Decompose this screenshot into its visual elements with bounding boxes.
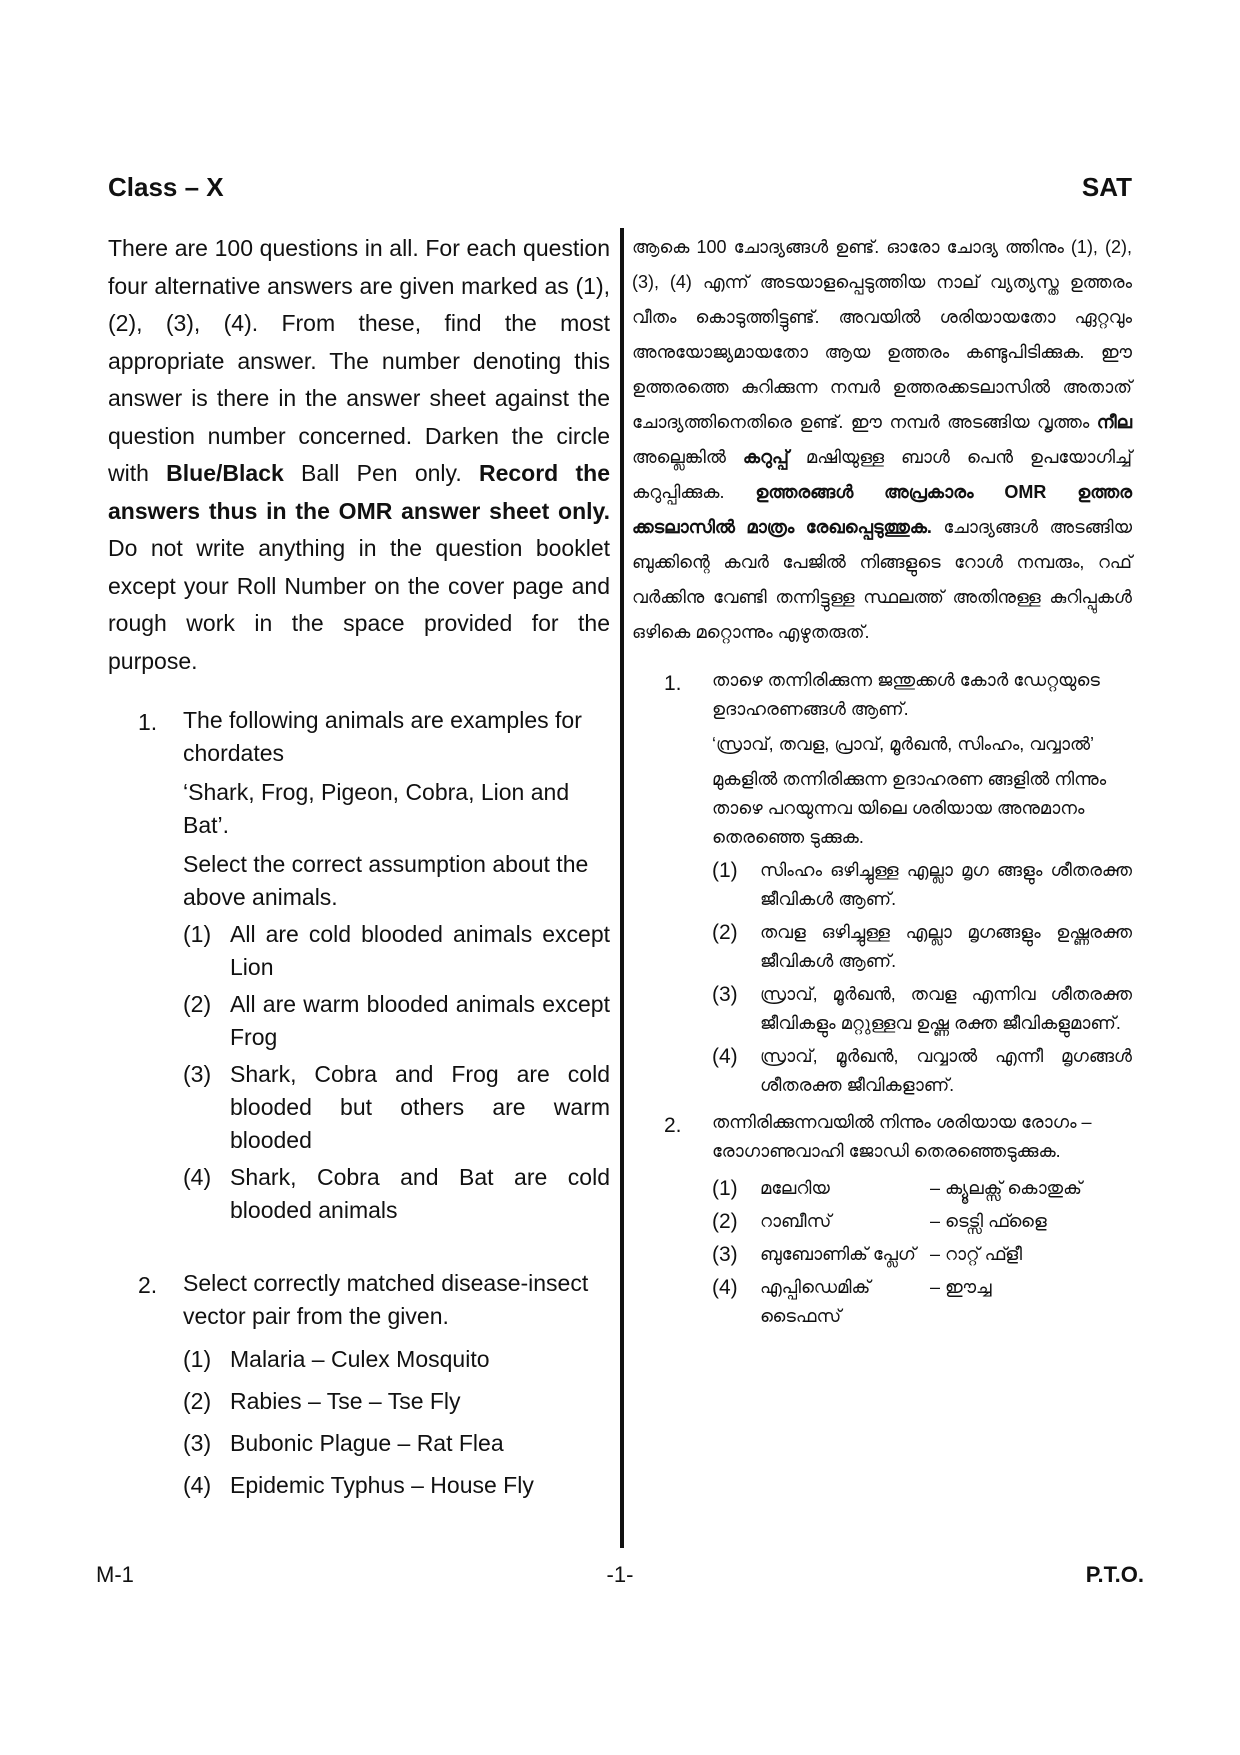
option-number: (2) (183, 991, 212, 1017)
question-text: താഴെ തന്നിരിക്കുന്ന ജന്തുക്കൾ കോർ ഡേറ്റയുടെ ഉദാഹരണങ്ങൾ ആണ്. (712, 670, 1100, 719)
option-number: (4) (712, 1045, 738, 1068)
question-text: The following animals are examples for chordates (183, 707, 582, 766)
option (712, 1240, 1132, 1269)
option (712, 918, 1132, 976)
option (183, 1469, 610, 1502)
option-text: All are cold blooded animals except Lion (230, 921, 610, 980)
question-number: 2. (138, 1272, 158, 1298)
options-list (183, 1343, 610, 1502)
option-text: Epidemic Typhus – House Fly (230, 1472, 534, 1498)
page-number: -1- (606, 1562, 634, 1587)
question-1-en (108, 704, 610, 1227)
option-number: (1) (712, 859, 738, 882)
option-number: (3) (712, 1243, 738, 1266)
pto-label: P.T.O. (1085, 1562, 1144, 1587)
option-text: സിംഹം ഒഴിച്ചുള്ള എല്ലാ മൃഗ ങ്ങളും ശീതരക്ത ജീവികൾ ആണ്. (760, 860, 1132, 909)
option (183, 918, 610, 984)
exam-label: SAT (1081, 172, 1132, 202)
option-number: (3) (183, 1061, 212, 1087)
intro-text: ആകെ 100 ചോദ്യങ്ങൾ ഉണ്ട്. ഓരോ ചോദ്യ ത്തിനും (1), (2), (3), (4) എന്ന് അടയാളപ്പെടുത്തിയ നാല് വ്യത്യസ്ത ഉത്തരം വീതം കൊടുത്തിട്ടുണ്ട്. അവയിൽ ശരിയായതോ ഏറ്റവും അനുയോജ്യമായതോ ആയ ഉത്തരം കണ്ടുപിടിക്കുക. ഈ ഉത്തരത്തെ കുറിക്കുന്ന നമ്പർ ഉത്തരക്കടലാസിൽ അതാത് ചോദ്യത്തിനെതിരെ ഉണ്ട്. ഈ നമ്പർ അടങ്ങിയ വൃത്തം (632, 237, 1132, 432)
option-number: (2) (712, 1210, 738, 1233)
option-number: (3) (712, 983, 738, 1006)
page-footer (96, 1562, 1144, 1594)
option (712, 980, 1132, 1038)
option (183, 1385, 610, 1418)
option-number: (2) (183, 1388, 212, 1414)
intro-bold-black: കറുപ്പ് (742, 447, 789, 467)
option (712, 1273, 1132, 1331)
option-text: സ്രാവ്, മൂർഖൻ, തവള എന്നിവ ശീതരക്ത ജീവികളും മറ്റുള്ളവ ഉഷ്ണ രക്ത ജീവികളുമാണ്. (760, 984, 1132, 1033)
option-disease: എപ്പിഡെമിക് ടൈഫസ് (760, 1277, 871, 1326)
option-number: (4) (712, 1276, 738, 1299)
option-vector: – ടെട്സി ഫ്ളൈ (930, 1211, 1047, 1231)
option-disease: ബുബോണിക് പ്ലേഗ് (760, 1244, 916, 1264)
question-instruction: Select the correct assumption about the above animals. (183, 851, 589, 910)
question-number: 1. (664, 672, 682, 695)
question-number: 2. (664, 1114, 682, 1137)
option-number: (2) (712, 921, 738, 944)
column-divider (620, 228, 624, 1548)
option-text: സ്രാവ്, മൂർഖൻ, വവ്വാൽ എന്നീ മൃഗങ്ങൾ ശീതരക്ത ജീവികളാണ്. (760, 1046, 1132, 1095)
intro-text: ചോദ്യങ്ങൾ അടങ്ങിയ ബുക്കിന്റെ കവർ പേജിൽ നിങ്ങളുടെ റോൾ നമ്പരും, റഫ് വർക്കിനു വേണ്ടി തന്നിട്ടുള്ള സ്ഥലത്ത് അതിനുള്ള കുറിപ്പുകൾ ഒഴികെ മറ്റൊന്നും എഴുതരുത്. (632, 517, 1132, 642)
intro-text: There are 100 questions in all. For each question four alternative answers are given marked as (1), (2), (3), (4). From these, find the most appropriate answer. The number denoting this answer is there in the answer sheet against the question number concerned. Darken the circle with (108, 235, 610, 486)
option (183, 988, 610, 1054)
intro-bold-pen: Blue/Black (166, 460, 284, 486)
option-text: Rabies – Tse – Tse Fly (230, 1388, 461, 1414)
question-instruction: മുകളിൽ തന്നിരിക്കുന്ന ഉദാഹരണ ങ്ങളിൽ നിന്നും താഴെ പറയുന്നവ യിലെ ശരിയായ അനുമാനം തെരഞ്ഞെ ടുക്കുക. (712, 769, 1107, 847)
option-number: (1) (712, 1177, 738, 1200)
class-label: Class – X (108, 172, 224, 202)
english-instructions (108, 230, 610, 680)
question-number: 1. (138, 709, 158, 735)
intro-text: Do not write anything in the question booklet except your Roll Number on the cover page and rough work in the space provided for the purpose. (108, 535, 610, 674)
option-text: തവള ഒഴിച്ചുള്ള എല്ലാ മൃഗങ്ങളും ഉഷ്ണരക്ത ജീവികൾ ആണ്. (760, 922, 1132, 971)
option-text: Shark, Cobra and Bat are cold blooded animals (230, 1164, 610, 1223)
question-1-ml (632, 666, 1132, 1100)
option-number: (1) (183, 921, 212, 947)
option (712, 1207, 1132, 1236)
malayalam-column (632, 230, 1132, 1335)
question-quote: ‘സ്രാവ്, തവള, പ്രാവ്, മൂർഖൻ, സിംഹം, വവ്വാൽ’ (712, 734, 1095, 754)
question-text: തന്നിരിക്കുന്നവയിൽ നിന്നും ശരിയായ രോഗം – രോഗാണുവാഹി ജോഡി തെരഞ്ഞെടുക്കുക. (712, 1112, 1092, 1161)
intro-text: അല്ലെങ്കിൽ (632, 447, 743, 467)
option (712, 1174, 1132, 1203)
intro-text: Ball Pen only. (283, 460, 479, 486)
option (712, 1042, 1132, 1100)
option (183, 1427, 610, 1460)
option-vector: – ഈച്ച (930, 1277, 992, 1297)
option-vector: – റാറ്റ് ഫ്ളീ (930, 1244, 1022, 1264)
option-text: All are warm blooded animals except Frog (230, 991, 610, 1050)
option-number: (3) (183, 1430, 212, 1456)
question-2-ml (632, 1108, 1132, 1331)
malayalam-instructions (632, 230, 1132, 650)
question-2-en (108, 1267, 610, 1502)
option-text: Bubonic Plague – Rat Flea (230, 1430, 504, 1456)
page-header (108, 172, 1132, 208)
intro-bold-blue: നീല (1096, 412, 1132, 432)
question-quote: ‘Shark, Frog, Pigeon, Cobra, Lion and Bat’. (183, 779, 570, 838)
option-number: (4) (183, 1472, 212, 1498)
option (183, 1058, 610, 1157)
intro-text: മഷിയുള്ള ബാൾ പെൻ ഉപയോഗിച്ച് കറുപ്പിക്കുക. (632, 447, 1132, 502)
option (712, 856, 1132, 914)
option-text: Shark, Cobra and Frog are cold blooded but others are warm blooded (230, 1061, 610, 1153)
option-vector: – ക്യൂലക്സ് കൊതുക് (930, 1178, 1082, 1198)
english-column (108, 230, 610, 1511)
options-list (183, 918, 610, 1227)
option-disease: റാബീസ് (760, 1211, 832, 1231)
option-number: (1) (183, 1346, 212, 1372)
question-text: Select correctly matched disease-insect vector pair from the given. (183, 1270, 589, 1329)
options-list (712, 1174, 1132, 1331)
intro-bold-record: Record the answers thus in the OMR answer sheet only. (108, 460, 610, 524)
intro-bold-record: ഉത്തരങ്ങൾ അപ്രകാരം OMR ഉത്തര ക്കടലാസിൽ മാത്രം രേഖപ്പെടുത്തുക. (632, 482, 1132, 537)
option-text: Malaria – Culex Mosquito (230, 1346, 490, 1372)
booklet-code: M-1 (96, 1562, 134, 1587)
options-list (712, 856, 1132, 1100)
option-number: (4) (183, 1164, 212, 1190)
option (183, 1161, 610, 1227)
option (183, 1343, 610, 1376)
option-disease: മലേറിയ (760, 1178, 830, 1198)
